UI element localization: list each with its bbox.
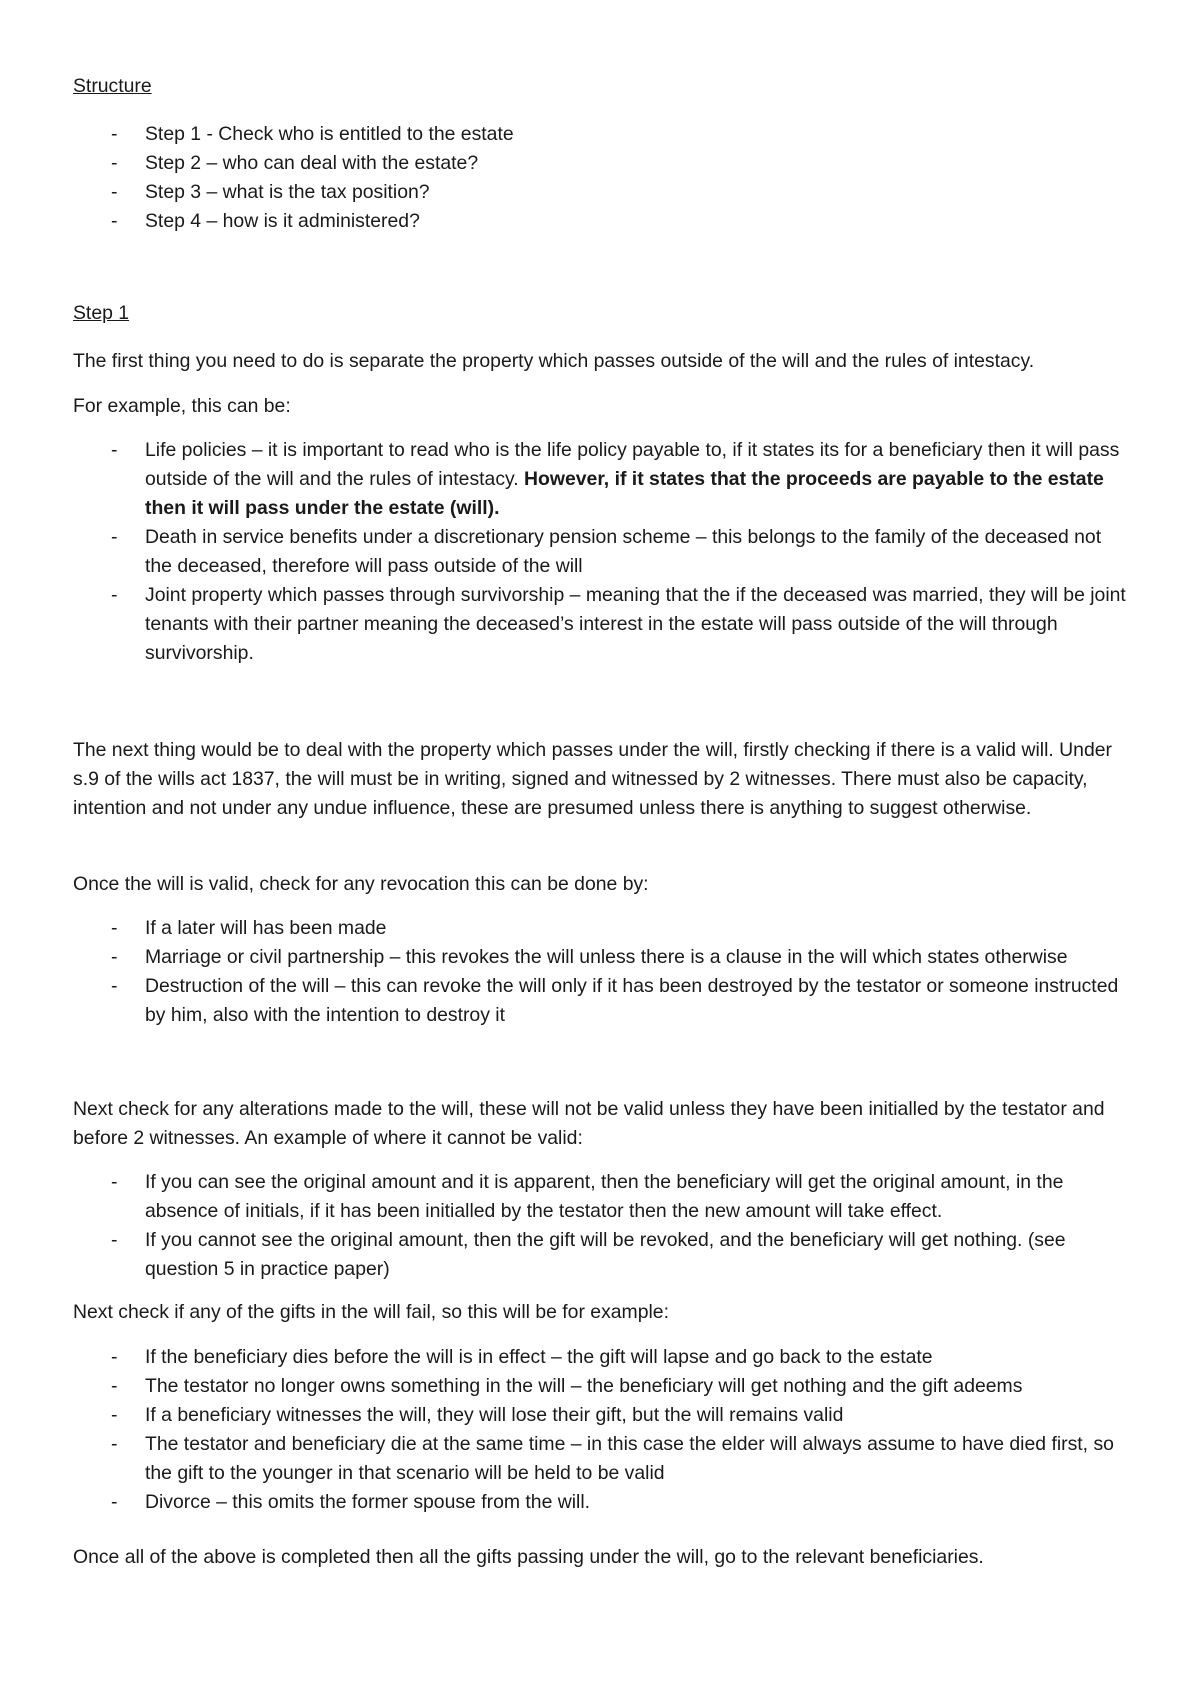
list-item bbox=[73, 1168, 1133, 1226]
bullet-dash: - bbox=[111, 1375, 118, 1397]
paragraph-alterations: Next check for any alterations made to the will, these will not be valid unless they have been initialled by the testator and before 2 witnesses. An example of where it cannot be valid: bbox=[73, 1098, 1105, 1149]
bullet-dash: - bbox=[111, 1346, 118, 1368]
bullet-dash: - bbox=[111, 123, 118, 145]
bullet-dash: - bbox=[111, 210, 118, 232]
paragraph-for-example: For example, this can be: bbox=[73, 395, 291, 417]
structure-list bbox=[73, 120, 1133, 236]
bullet-dash: - bbox=[111, 917, 118, 939]
list-item bbox=[73, 1430, 1133, 1488]
bullet-dash: - bbox=[111, 439, 118, 461]
gifts-fail-list bbox=[73, 1343, 1133, 1517]
list-item-bold-text: However, if it states that the proceeds are payable to the estate then it will pass under the estate (will). bbox=[145, 468, 1104, 519]
list-item bbox=[73, 149, 1133, 178]
revocation-list bbox=[73, 914, 1133, 1030]
bullet-dash: - bbox=[111, 1229, 118, 1251]
list-item-text: If the beneficiary dies before the will is in effect – the gift will lapse and go back to the estate bbox=[145, 1346, 933, 1368]
bullet-dash: - bbox=[111, 181, 118, 203]
bullet-dash: - bbox=[111, 584, 118, 606]
structure-heading: Structure bbox=[73, 75, 152, 97]
step1-heading: Step 1 bbox=[73, 302, 130, 324]
list-item bbox=[73, 1401, 1133, 1430]
list-item-text: Death in service benefits under a discretionary pension scheme – this belongs to the family of the deceased not the deceased, therefore will pass outside of the will bbox=[145, 526, 1102, 577]
list-item-text: Marriage or civil partnership – this revokes the will unless there is a clause in the will which states otherwise bbox=[145, 946, 1068, 968]
list-item-text: If you cannot see the original amount, then the gift will be revoked, and the beneficiary will get nothing. (see question 5 in practice paper) bbox=[145, 1229, 1066, 1280]
list-item-text: If a later will has been made bbox=[145, 917, 387, 939]
bullet-dash: - bbox=[111, 1404, 118, 1426]
list-item bbox=[73, 1488, 1133, 1517]
list-item bbox=[73, 523, 1133, 581]
paragraph-revocation: Once the will is valid, check for any revocation this can be done by: bbox=[73, 873, 649, 895]
list-item bbox=[73, 1226, 1133, 1284]
outside-will-list bbox=[73, 436, 1133, 668]
list-item bbox=[73, 207, 1133, 236]
paragraph-gifts-fail: Next check if any of the gifts in the will fail, so this will be for example: bbox=[73, 1301, 669, 1323]
list-item-text: The testator and beneficiary die at the same time – in this case the elder will always assume to have died first, so the gift to the younger in that scenario will be held to be valid bbox=[145, 1433, 1114, 1484]
list-item-text: The testator no longer owns something in the will – the beneficiary will get nothing and the gift adeems bbox=[145, 1375, 1023, 1397]
list-item-text: Divorce – this omits the former spouse from the will. bbox=[145, 1491, 591, 1513]
list-item-text: Joint property which passes through survivorship – meaning that the if the deceased was married, they will be joint tenants with their partner meaning the deceased’s interest in the estate will pass outside of the will through survivorship. bbox=[145, 584, 1126, 664]
bullet-dash: - bbox=[111, 975, 118, 997]
list-item-text: If you can see the original amount and it is apparent, then the beneficiary will get the original amount, in the absence of initials, if it has been initialled by the testator then the new amount will take effect. bbox=[145, 1171, 1064, 1222]
paragraph-first-thing: The first thing you need to do is separate the property which passes outside of the will and the rules of intestacy. bbox=[73, 350, 1035, 372]
bullet-dash: - bbox=[111, 1433, 118, 1455]
list-item bbox=[73, 914, 1133, 943]
list-item bbox=[73, 120, 1133, 149]
list-item-text: Step 4 – how is it administered? bbox=[145, 210, 420, 232]
paragraph-final: Once all of the above is completed then all the gifts passing under the will, go to the relevant beneficiaries. bbox=[73, 1546, 984, 1568]
list-item bbox=[73, 1372, 1133, 1401]
bullet-dash: - bbox=[111, 946, 118, 968]
bullet-dash: - bbox=[111, 152, 118, 174]
bullet-dash: - bbox=[111, 1491, 118, 1513]
list-item-text: Destruction of the will – this can revoke the will only if it has been destroyed by the testator or someone instructed by him, also with the intention to destroy it bbox=[145, 975, 1119, 1026]
list-item-text: Step 3 – what is the tax position? bbox=[145, 181, 430, 203]
list-item-text: Step 1 - Check who is entitled to the estate bbox=[145, 123, 514, 145]
paragraph-valid-will: The next thing would be to deal with the property which passes under the will, firstly checking if there is a valid will. Under s.9 of the wills act 1837, the will must be in writing, signed and witnessed by 2 witnesses. There must also be capacity, intention and not under any undue influence, these are presumed unless there is anything to suggest otherwise. bbox=[73, 739, 1112, 819]
list-item bbox=[73, 972, 1133, 1030]
list-item bbox=[73, 1343, 1133, 1372]
list-item-text: Step 2 – who can deal with the estate? bbox=[145, 152, 479, 174]
alterations-list bbox=[73, 1168, 1133, 1284]
bullet-dash: - bbox=[111, 526, 118, 548]
list-item-text: Life policies – it is important to read who is the life policy payable to, if it states its for a beneficiary then it will pass outside of the will and the rules of intestacy. bbox=[145, 439, 1120, 490]
list-item-text: If a beneficiary witnesses the will, they will lose their gift, but the will remains valid bbox=[145, 1404, 844, 1426]
list-item bbox=[73, 943, 1133, 972]
bullet-dash: - bbox=[111, 1171, 118, 1193]
list-item bbox=[73, 581, 1133, 668]
list-item bbox=[73, 436, 1133, 523]
list-item bbox=[73, 178, 1133, 207]
